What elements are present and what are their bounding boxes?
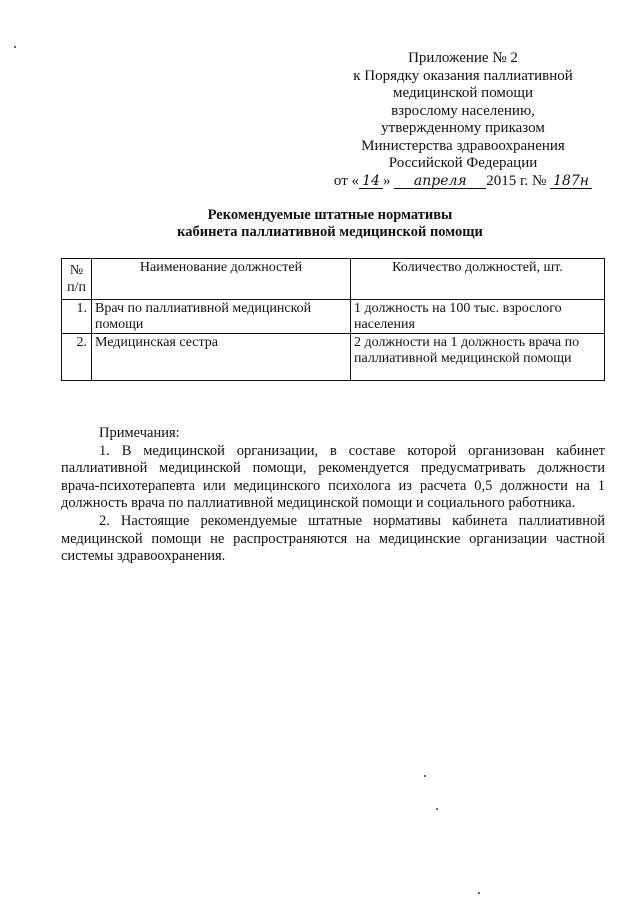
header-line: Российской Федерации bbox=[388, 155, 538, 171]
date-day: 14 bbox=[359, 174, 383, 189]
column-header-quantity: Количество должностей, шт. bbox=[351, 259, 605, 300]
note-item: 1. В медицинской организации, в составе которой организован кабинет паллиативной медицинской помощи, рекомендуется предусматривать должности врача-психотерапевта или медицинского психолога из расчета 0,5 должности на 1 должность врача по паллиативной медицинской помощи и социального работника. bbox=[61, 442, 605, 512]
order-date-line bbox=[318, 173, 608, 191]
header-line: взрослому населению, bbox=[391, 102, 535, 119]
staffing-table bbox=[61, 258, 605, 381]
position-quantity: 2 должности на 1 должность врача по паллиативной медицинской помощи bbox=[351, 334, 605, 381]
table-header-row bbox=[62, 259, 605, 300]
position-name: Врач по паллиативной медицинской помощи bbox=[92, 300, 351, 334]
row-number: 2. bbox=[62, 334, 92, 381]
document-title bbox=[60, 207, 600, 241]
position-name: Медицинская сестра bbox=[92, 334, 351, 381]
header-line: утвержденному приказом bbox=[381, 120, 545, 136]
order-number: 187н bbox=[550, 174, 592, 189]
date-prefix: от « bbox=[333, 172, 360, 189]
date-mid: » bbox=[383, 172, 391, 189]
notes-section bbox=[61, 425, 605, 566]
scan-speck bbox=[14, 46, 16, 48]
table-row bbox=[62, 300, 605, 334]
header-line: Министерства здравоохранения bbox=[361, 137, 565, 154]
date-year: 2015 г. № bbox=[486, 172, 547, 189]
title-line: Рекомендуемые штатные нормативы bbox=[207, 207, 453, 223]
notes-heading: Примечания: bbox=[99, 425, 180, 441]
header-line: Приложение № 2 bbox=[408, 50, 518, 66]
appendix-header bbox=[318, 50, 608, 190]
header-line: к Порядку оказания паллиативной bbox=[353, 67, 573, 84]
column-header-number: № п/п bbox=[62, 259, 92, 300]
column-header-position: Наименование должностей bbox=[92, 259, 351, 300]
table-row bbox=[62, 334, 605, 381]
scan-speck bbox=[436, 808, 438, 810]
title-line: кабинета паллиативной медицинской помощи bbox=[177, 224, 483, 240]
scan-speck bbox=[478, 892, 480, 894]
scan-speck bbox=[424, 775, 426, 777]
date-month: апреля bbox=[394, 174, 486, 189]
note-item: 2. Настоящие рекомендуемые штатные нормативы кабинета паллиативной медицинской помощи не распространяются на медицинские организации частной системы здравоохранения. bbox=[61, 512, 605, 565]
position-quantity: 1 должность на 100 тыс. взрослого населения bbox=[351, 300, 605, 334]
row-number: 1. bbox=[62, 300, 92, 334]
header-line: медицинской помощи bbox=[393, 85, 533, 101]
